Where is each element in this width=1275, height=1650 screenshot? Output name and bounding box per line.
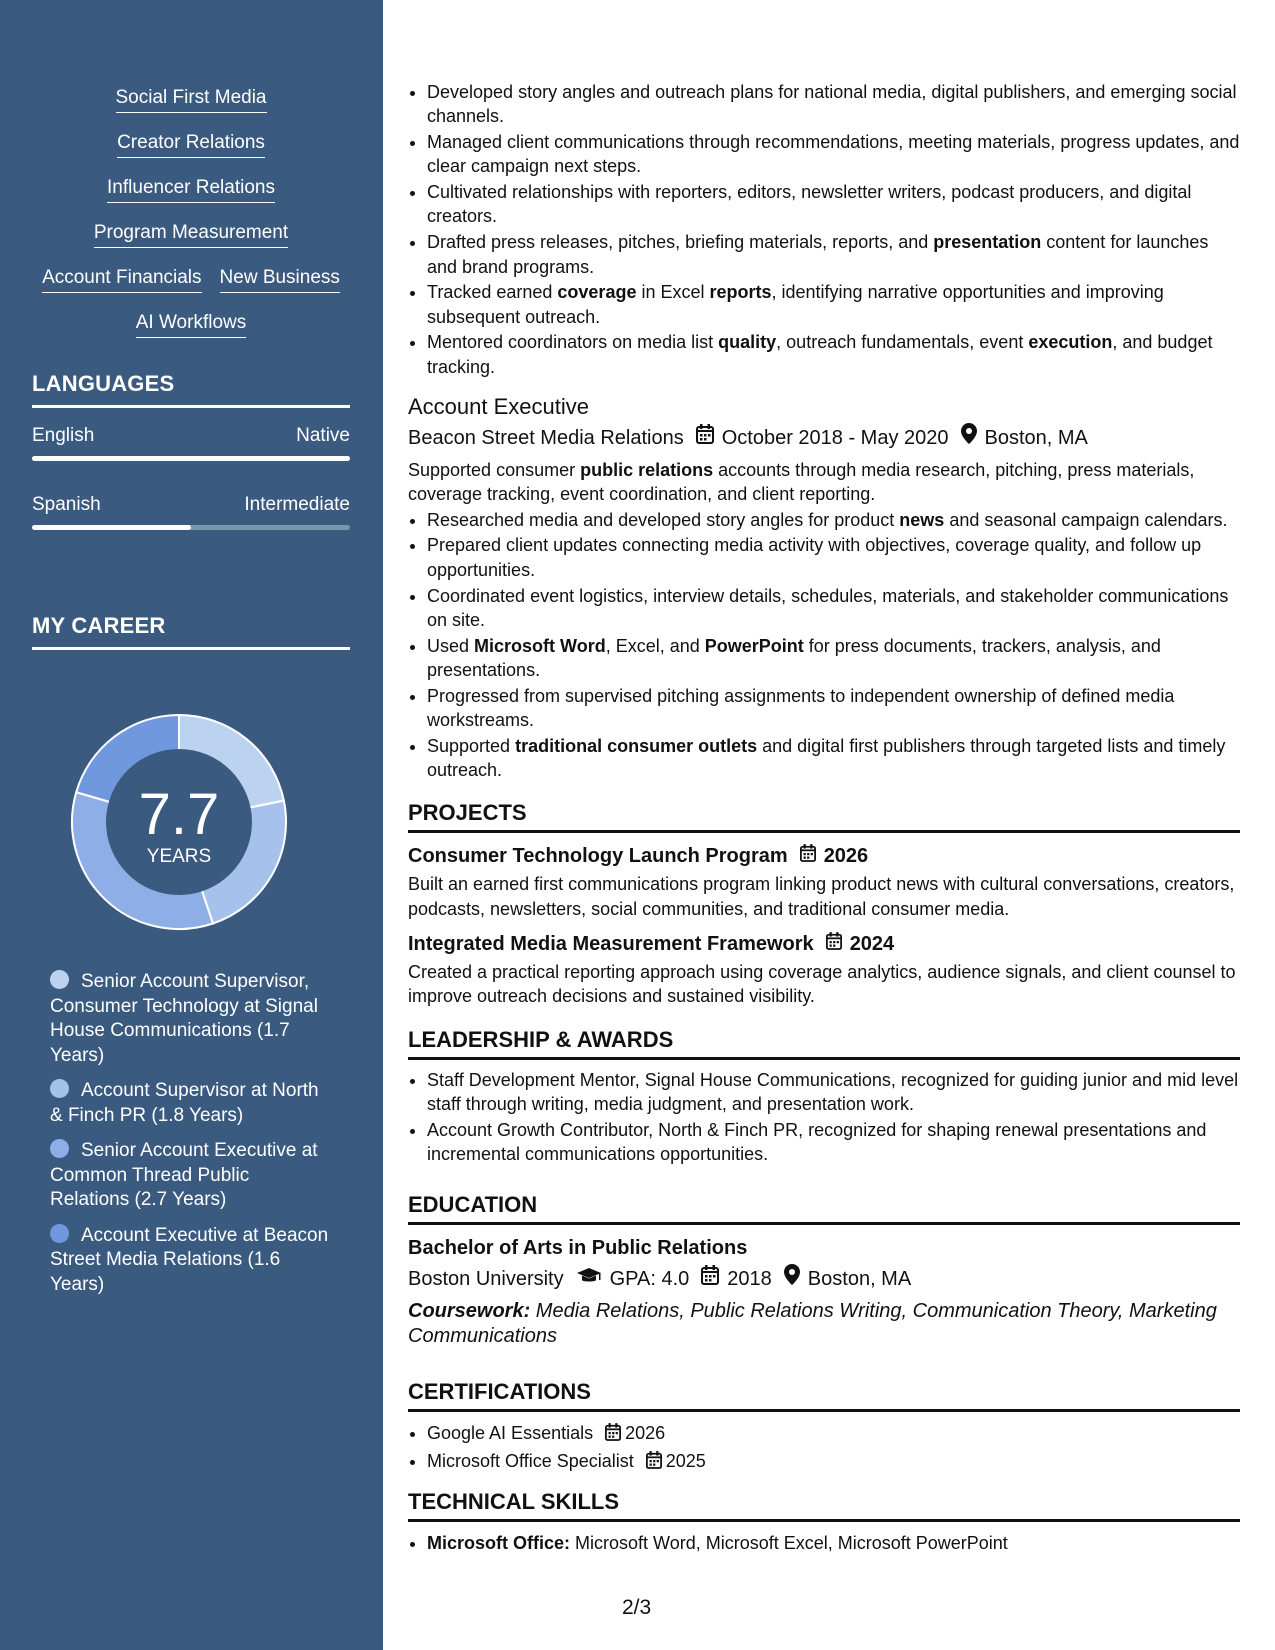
bullet-item [427,508,1240,532]
bullet-item [427,584,1240,633]
text-run: , and budget tracking. [427,332,1213,377]
job-bullets [408,508,1240,783]
text-run: Microsoft Word, Microsoft Excel, Microsoft PowerPoint [570,1533,1008,1554]
sidebar [0,0,383,1650]
education-year: 2018 [727,1267,772,1290]
bullet-item [427,1118,1240,1167]
technical-skills-list [408,1531,1240,1555]
project-year: 2026 [823,845,869,868]
calendar-icon [826,931,842,958]
projects-list [408,843,1240,1008]
career-legend-text: Senior Account Supervisor, Consumer Technology at Signal House Communications (1.7 Years) [50,971,318,1066]
projects-heading: PROJECTS [408,800,1240,833]
career-legend [50,970,330,1308]
text-run: Cultivated relationships with reporters, editors, newsletter writers, podcast producers, and digital creators. [427,182,1192,227]
bold-text: quality [718,332,777,353]
skill-tag: Creator Relations [117,131,265,158]
text-run: Managed client communications through recommendations, meeting materials, progress updates, and clear campaign next steps. [427,132,1240,177]
certification-name: Microsoft Office Specialist [427,1451,634,1472]
leadership-heading: LEADERSHIP & AWARDS [408,1027,1240,1060]
legend-dot-icon [50,1139,69,1158]
project-description: Built an earned first communications program linking product news with cultural conversations, creators, podcasts, newsletters, social communities, and traditional consumer media. [408,874,1235,919]
text-run: , outreach fundamentals, event [776,332,1029,353]
bullet-item [427,330,1240,379]
bold-text: Microsoft Office: [427,1533,571,1554]
text-run: for press documents, trackers, analysis, and presentations. [427,635,1161,680]
education-location: Boston, MA [807,1267,912,1290]
project-title [408,843,1240,870]
calendar-icon [800,843,816,870]
bullet-item [427,130,1240,179]
education-degree: Bachelor of Arts in Public Relations [408,1237,748,1260]
certification-item [427,1449,1240,1475]
language-row-spanish [32,494,350,516]
job-summary [408,458,1240,507]
education-heading: EDUCATION [408,1192,1240,1225]
bold-text: news [899,509,945,530]
language-bar-english [32,456,350,461]
bold-text: reports [709,282,772,303]
calendar-icon [696,424,714,452]
text-run: Account Growth Contributor, North & Finch PR, recognized for shaping renewal presentations and incremental communications opportunities. [427,1119,1207,1164]
text-run: , Excel, and [605,635,705,656]
project-description: Created a practical reporting approach using coverage analytics, audience signals, and client counsel to improve outreach decisions and sustained visibility. [408,962,1236,1007]
language-name: Spanish [32,494,101,515]
job-title: Account Executive [408,394,589,420]
skill-tag: Social First Media [116,86,267,113]
bold-text: traditional consumer outlets [515,735,758,756]
bullet-item [427,533,1240,582]
education-gpa: GPA: 4.0 [609,1267,690,1290]
career-legend-item [50,970,330,1068]
education-school: Boston University [408,1267,564,1290]
skill-tag: Influencer Relations [107,176,275,203]
text-run: Mentored coordinators on media list [427,332,719,353]
career-legend-item [50,1079,330,1128]
bold-text: Microsoft Word [474,635,606,656]
bullet-item [427,1068,1240,1117]
career-legend-item [50,1224,330,1298]
skill-row [32,176,350,221]
career-legend-text: Account Supervisor at North & Finch PR (1.8 Years) [50,1080,319,1126]
language-level: Intermediate [244,494,350,515]
text-run: in Excel [636,282,710,303]
text-run: Progressed from supervised pitching assignments to independent ownership of defined media workstreams. [427,685,1175,731]
career-total-unit: YEARS [146,846,212,867]
text-run: Researched media and developed story angles for product [427,509,900,530]
certifications-list [408,1421,1240,1475]
bullet-item [427,280,1240,329]
coursework-label: Coursework: [408,1300,531,1323]
main-content [408,80,1240,1557]
bullet-item [427,634,1240,683]
coursework-text: Media Relations, Public Relations Writing, Communication Theory, Marketing Communications [408,1300,1217,1348]
job-dates: October 2018 - May 2020 [721,426,949,449]
location-pin-icon [961,423,977,452]
text-run: Coordinated event logistics, interview details, schedules, materials, and stakeholder communications on site. [427,585,1229,630]
text-run: , identifying narrative opportunities and improving subsequent outreach. [427,282,1164,327]
career-heading: MY CAREER [32,613,350,650]
bullet-item [427,180,1240,229]
job-meta [408,423,1240,452]
legend-dot-icon [50,1224,69,1243]
text-run: Staff Development Mentor, Signal House Communications, recognized for guiding junior and mid level staff through writing, media judgment, and presentation work. [427,1069,1239,1114]
bold-text: public relations [580,460,714,481]
education-coursework [408,1299,1240,1349]
language-bar-spanish [32,525,350,530]
skill-tag: Program Measurement [94,221,288,248]
project-year: 2024 [849,933,895,956]
skill-row [32,221,350,266]
bold-text: presentation [933,232,1042,253]
page-number: 2/3 [622,1596,652,1619]
skill-tag: AI Workflows [136,311,247,338]
text-run: and seasonal campaign calendars. [944,509,1228,530]
calendar-icon [701,1265,719,1293]
skill-row [32,86,350,131]
bold-text: PowerPoint [704,635,804,656]
bullet-item [427,734,1240,783]
job-company: Beacon Street Media Relations [408,426,684,449]
text-run: Drafted press releases, pitches, briefing materials, reports, and [427,232,934,253]
language-bar-fill [32,456,350,461]
language-level: Native [296,425,350,446]
certification-year: 2026 [625,1423,666,1444]
project-title [408,931,1240,958]
text-run: Supported [427,735,516,756]
calendar-icon [646,1453,662,1473]
career-donut-chart [66,709,292,935]
bold-text: execution [1028,332,1113,353]
graduation-cap-icon [576,1265,602,1293]
career-legend-item [50,1139,330,1213]
text-run: Tracked earned [427,282,558,303]
career-total-years: 7.7 [138,782,220,847]
skill-row [32,131,350,176]
bullet-item [427,684,1240,733]
bold-text: coverage [557,282,637,303]
leadership-list [408,1068,1240,1167]
certification-year: 2025 [665,1451,706,1472]
bullet-item [427,80,1240,129]
text-run: content for launches and brand programs. [427,232,1209,277]
calendar-icon [605,1425,621,1445]
language-row-english [32,425,350,447]
education-meta [408,1264,1240,1293]
career-legend-text: Account Executive at Beacon Street Media Relations (1.6 Years) [50,1224,329,1295]
text-run: Prepared client updates connecting media activity with objectives, coverage quality, and follow up opportunities. [427,535,1202,580]
career-legend-text: Senior Account Executive at Common Thread Public Relations (2.7 Years) [50,1140,318,1210]
language-name: English [32,425,95,446]
legend-dot-icon [50,1079,69,1098]
legend-dot-icon [50,970,69,989]
skill-tag: Account Financials [42,266,201,293]
project-name: Integrated Media Measurement Framework [408,933,814,956]
text-run: and digital first publishers through targeted lists and timely outreach. [427,735,1226,781]
previous-job-bullets [408,80,1240,379]
bullet-item [427,1531,1240,1555]
project-name: Consumer Technology Launch Program [408,845,788,868]
certifications-heading: CERTIFICATIONS [408,1379,1240,1412]
skill-row [32,311,350,356]
skills-list [32,86,350,356]
certification-item [427,1421,1240,1447]
job-location: Boston, MA [984,426,1088,449]
text-run: Used [427,635,475,656]
location-pin-icon [784,1264,800,1293]
languages-heading: LANGUAGES [32,371,350,408]
language-bar-fill [32,525,191,530]
certification-name: Google AI Essentials [427,1423,594,1444]
technical-heading: TECHNICAL SKILLS [408,1489,1240,1522]
text-run: Developed story angles and outreach plans for national media, digital publishers, and emerging social channels. [427,82,1237,127]
text-run: accounts through media research, pitching, press materials, coverage tracking, event coordination, and client reporting. [408,460,1195,505]
bullet-item [427,230,1240,279]
skill-tag: New Business [220,266,340,293]
skill-row [32,266,350,311]
text-run: Supported consumer [408,460,581,481]
